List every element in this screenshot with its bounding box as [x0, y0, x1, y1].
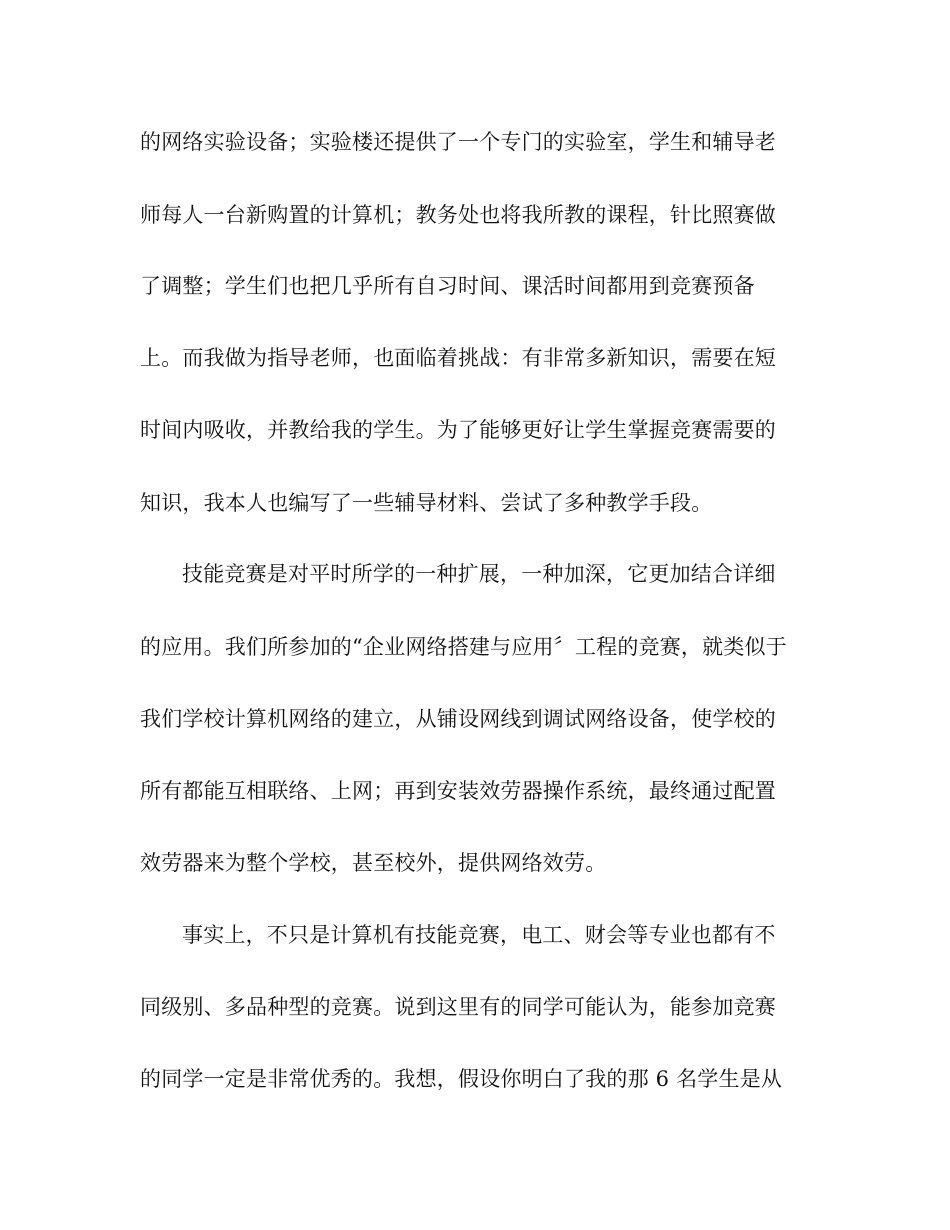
- text-line-13: 同级别、多品种型的竞赛。说到这里有的同学可能认为，能参加竞赛: [140, 995, 776, 1019]
- text-line-6: 知识，我本人也编写了一些辅导材料、尝试了多种教学手段。: [140, 491, 713, 515]
- text-line-11: 效劳器来为整个学校，甚至校外，提供网络效劳。: [140, 851, 607, 875]
- text-line-14: 的同学一定是非常优秀的。我想，假设你明白了我的那 6 名学生是从: [140, 1067, 783, 1091]
- paragraph-start-line: 事实上，不只是计算机有技能竞赛，电工、财会等专业也都有不: [182, 923, 776, 947]
- text-line-3: 了调整；学生们也把几乎所有自习时间、课活时间都用到竞赛预备: [140, 274, 755, 298]
- text-line-8: 的应用。我们所参加的“企业网络搭建与应用〞工程的竞赛，就类似于: [140, 635, 787, 659]
- text-line-9: 我们学校计算机网络的建立，从铺设网线到调试网络设备，使学校的: [140, 707, 776, 731]
- text-line-1: 的网络实验设备；实验楼还提供了一个专门的实验室，学生和辅导老: [140, 130, 776, 154]
- text-line-5: 时间内吸收，并教给我的学生。为了能够更好让学生掌握竞赛需要的: [140, 418, 776, 442]
- paragraph-start-line: 技能竞赛是对平时所学的一种扩展，一种加深，它更加结合详细: [182, 562, 776, 586]
- text-line-2: 师每人一台新购置的计算机；教务处也将我所教的课程，针比照赛做: [140, 203, 776, 227]
- text-line-4: 上。而我做为指导老师，也面临着挑战：有非常多新知识，需要在短: [140, 346, 776, 370]
- text-line-10: 所有都能互相联络、上网；再到安装效劳器操作系统，最终通过配置: [140, 779, 776, 803]
